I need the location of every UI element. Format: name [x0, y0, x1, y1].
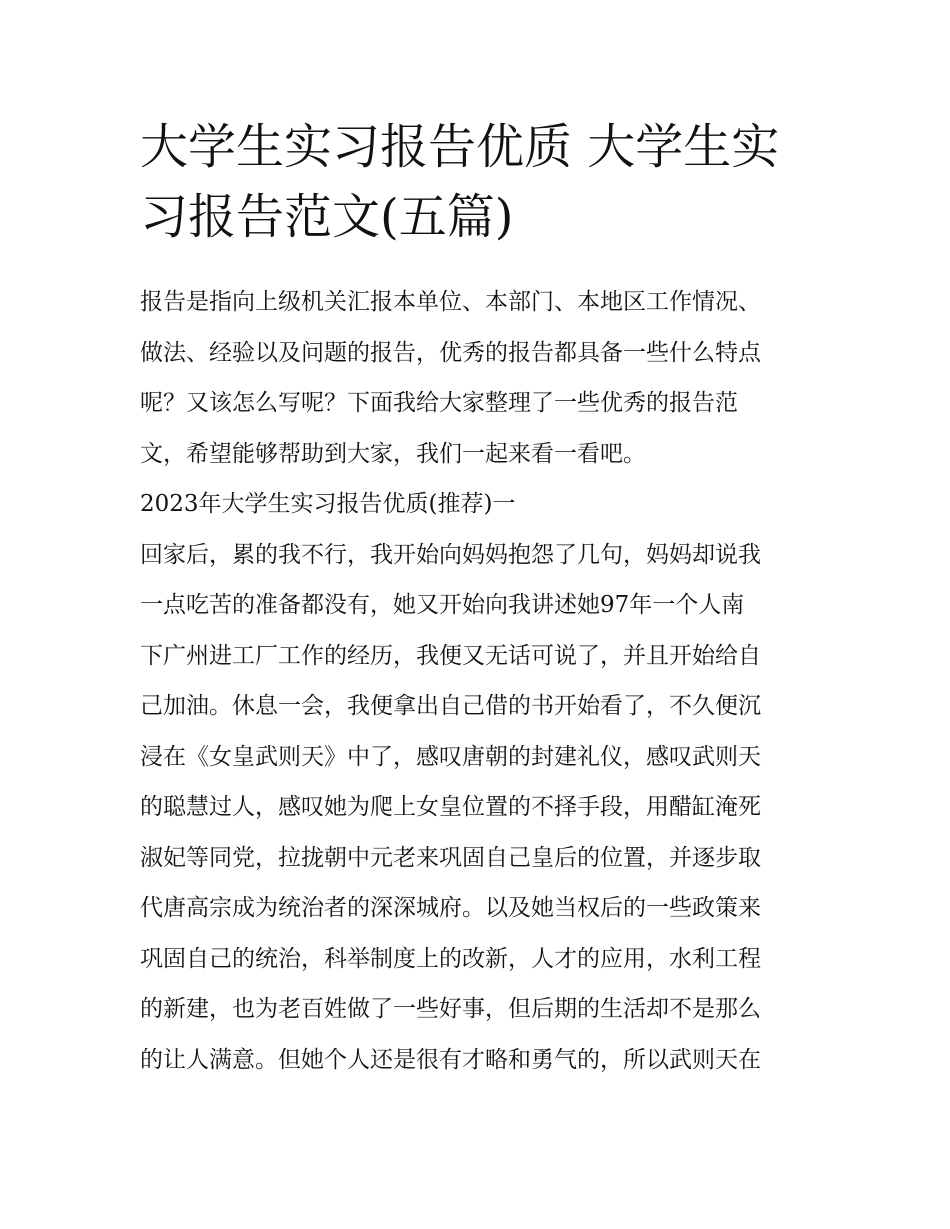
section-line: 的聪慧过人，感叹她为爬上女皇位置的不择手段，用醋缸淹死: [140, 794, 761, 820]
section-line: 的让人满意。但她个人还是很有才略和勇气的，所以武则天在: [140, 1046, 761, 1073]
intro-line: 文，希望能够帮助到大家，我们一起来看一看吧。: [140, 440, 646, 467]
section-line: 浸在《女皇武则天》中了，感叹唐朝的封建礼仪，感叹武则天: [140, 743, 761, 770]
section-line: 己加油。休息一会，我便拿出自己借的书开始看了，不久便沉: [140, 693, 761, 719]
intro-line: 呢？又该怎么写呢？下面我给大家整理了一些优秀的报告范: [140, 390, 738, 416]
section-line: 回家后，累的我不行，我开始向妈妈抱怨了几句，妈妈却说我: [140, 541, 761, 568]
intro-line: 报告是指向上级机关汇报本单位、本部门、本地区工作情况、: [140, 289, 761, 315]
document-body: [140, 277, 820, 1085]
section-line: 代唐高宗成为统治者的深深城府。以及她当权后的一些政策来: [140, 895, 761, 921]
document-title: [140, 112, 820, 252]
title-line: 大学生实习报告优质 大学生实: [140, 119, 780, 175]
section-line: 的新建，也为老百姓做了一些好事，但后期的生活却不是那么: [140, 996, 761, 1022]
section-line: 下广州进工厂工作的经历，我便又无话可说了，并且开始给自: [140, 642, 761, 669]
intro-line: 做法、经验以及问题的报告，优秀的报告都具备一些什么特点: [140, 339, 761, 366]
section-line: 一点吃苦的准备都没有，她又开始向我讲述她97年一个人南: [140, 592, 745, 618]
title-line: 习报告范文(五篇): [140, 189, 514, 245]
section-line: 淑妃等同党，拉拢朝中元老来巩固自己皇后的位置，并逐步取: [140, 844, 761, 871]
section-heading: 2023年大学生实习报告优质(推荐)一: [140, 491, 516, 517]
section-line: 巩固自己的统治，科举制度上的改新，人才的应用，水利工程: [140, 945, 761, 972]
